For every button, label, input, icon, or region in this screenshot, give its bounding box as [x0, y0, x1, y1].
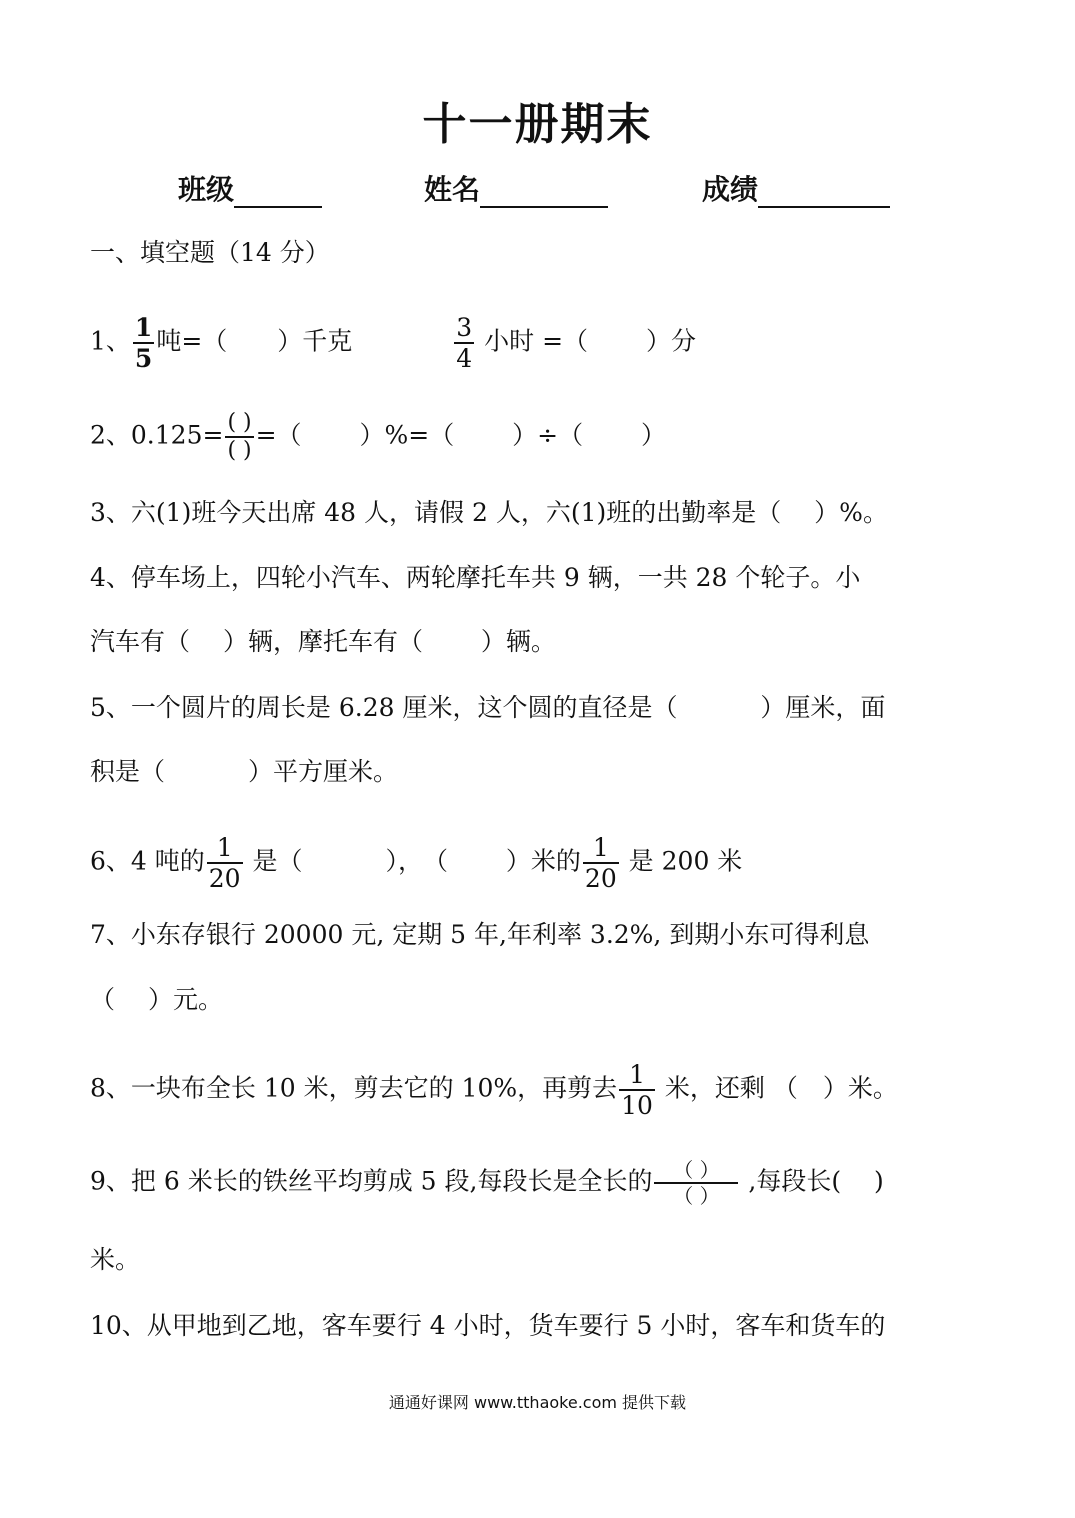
score-blank[interactable]: [758, 176, 890, 208]
question-7-line-1: 7、小东存银行 20000 元, 定期 5 年,年利率 3.2%, 到期小东可得利息: [90, 920, 870, 949]
q9-text-1: 9、把 6 米长的铁丝平均剪成 5 段,每段长是全长的: [90, 1166, 653, 1196]
score-label: 成绩: [702, 173, 759, 206]
q6-text-3: 是 200 米: [620, 846, 743, 876]
q8-text-1: 8、一块布全长 10 米，剪去它的 10%，再剪去: [90, 1073, 618, 1103]
class-field: [178, 168, 322, 208]
question-4-line-2: 汽车有（ ）辆，摩托车有（ ）辆。: [90, 627, 556, 656]
q6-fraction-2: $\frac{1}{20}$: [584, 833, 617, 893]
q9-text-2: ,每段长( ): [740, 1166, 884, 1196]
q1-fraction-2: $\frac{3}{4}$: [456, 313, 473, 373]
q8-text-2: 米，还剩 （ ）米。: [656, 1073, 898, 1103]
q6-fraction-1: $\frac{1}{20}$: [208, 833, 241, 893]
q2-fraction: $\frac{( )}{( )}$: [227, 410, 252, 463]
score-field: [702, 168, 890, 208]
q1-prefix: 1、: [90, 326, 131, 356]
name-label: 姓名: [424, 173, 481, 206]
name-field: [424, 168, 608, 208]
question-4-line-1: 4、停车场上，四轮小汽车、两轮摩托车共 9 辆，一共 28 个轮子。小: [90, 563, 861, 592]
question-8: [90, 1062, 898, 1118]
question-6: [90, 835, 742, 891]
question-7-line-2: （ ）元。: [90, 985, 223, 1014]
page-title: 十一册期末: [422, 99, 653, 150]
q2-prefix: 2、0.125=: [90, 420, 224, 450]
q1-text-2: 小时 =（ ）分: [484, 326, 696, 356]
section-heading: 一、填空题（14 分）: [90, 238, 330, 267]
question-9-line-2: 米。: [90, 1245, 141, 1274]
class-blank[interactable]: [234, 176, 322, 208]
q1-fraction-1: $\frac{1}{5}$: [134, 313, 153, 373]
q9-fraction: $\frac{( )}{( )}$: [654, 1160, 738, 1206]
question-10: 10、从甲地到乙地，客车要行 4 小时，货车要行 5 小时，客车和货车的: [90, 1311, 886, 1340]
question-1: [90, 315, 696, 371]
question-5-line-1: 5、一个圆片的周长是 6.28 厘米，这个圆的直径是（ ）厘米，面: [90, 693, 886, 722]
question-5-line-2: 积是（ ）平方厘米。: [90, 757, 398, 786]
q2-text: =（ ）%=（ ）÷（ ）: [255, 420, 667, 450]
question-9: [90, 1160, 884, 1206]
name-blank[interactable]: [480, 176, 608, 208]
q8-fraction: $\frac{1}{10}$: [621, 1060, 653, 1120]
q6-text-1: 6、4 吨的: [90, 846, 205, 876]
question-3: 3、六(1)班今天出席 48 人，请假 2 人，六(1)班的出勤率是（ ）%。: [90, 498, 888, 527]
q6-text-2: 是（ ）， （ ）米的: [244, 846, 581, 876]
class-label: 班级: [178, 173, 235, 206]
footer-credit: 通通好课网 www.tthaoke.com 提供下载: [388, 1393, 687, 1412]
question-2: [90, 412, 666, 462]
q1-text-1: 吨=（ ）千克: [156, 326, 353, 356]
